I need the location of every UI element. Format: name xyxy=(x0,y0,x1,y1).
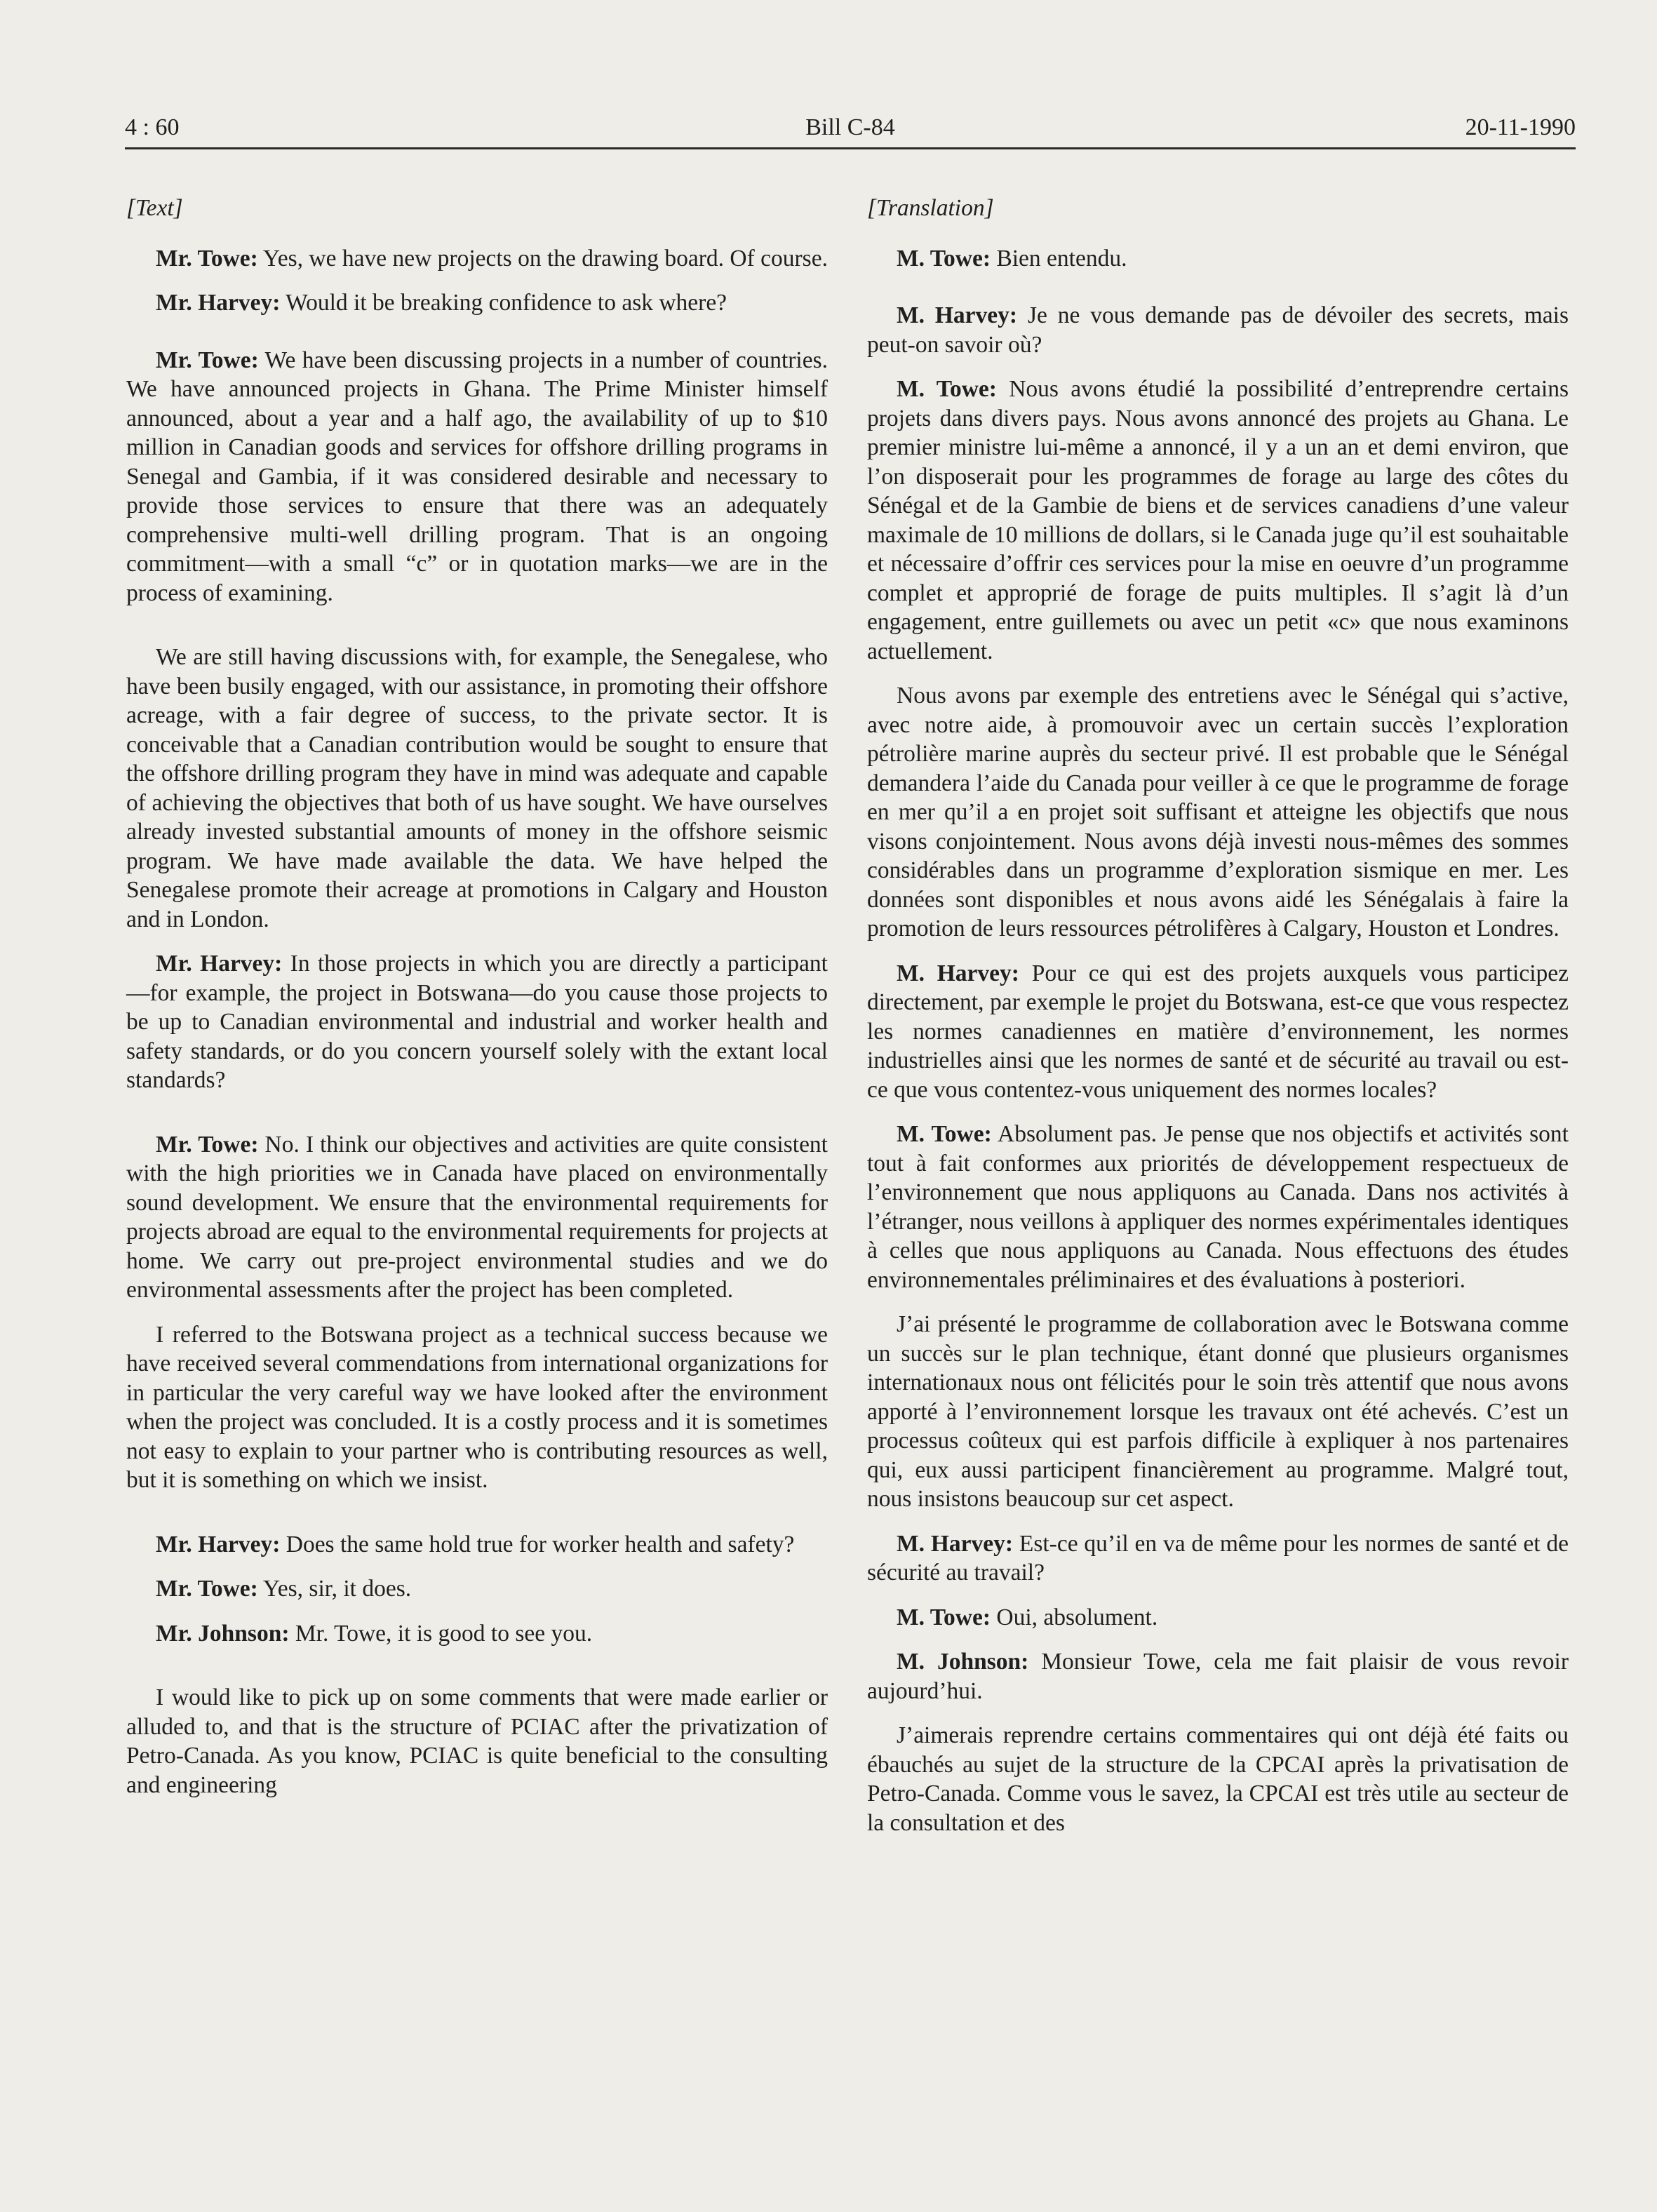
speaker: M. Johnson: xyxy=(897,1649,1029,1675)
paragraph xyxy=(126,1683,828,1799)
paragraph xyxy=(867,375,1569,666)
speaker: Mr. Towe: xyxy=(156,347,259,373)
paragraph xyxy=(126,643,828,934)
speech-text: Monsieur Towe, cela me fait plaisir de vous revoir aujourd’hui. xyxy=(867,1649,1569,1704)
speaker: M. Towe: xyxy=(897,1604,991,1630)
paragraph xyxy=(126,288,828,318)
page-number: 4 : 60 xyxy=(125,114,180,140)
french-column xyxy=(867,194,1569,1853)
speech-text: I would like to pick up on some comments that were made earlier or alluded to, and that is the structure of PCIAC after the privatization of Petro-Canada. As you know, PCIAC is quite beneficial to the consulting and engineering xyxy=(126,1684,828,1798)
speech-text: J’ai présenté le programme de collaboration avec le Botswana comme un succès sur le plan technique, étant donné que plusieurs organismes internationaux nous ont félicités pour le soin très attentif que nous avons apporté à l’environnement lorsque les travaux ont été achevés. C’est un processus coûteux qui est parfois difficile à expliquer à nos partenaires qui, eux aussi participent financièrement au programme. Malgré tout, nous insistons beaucoup sur cet aspect. xyxy=(867,1311,1569,1512)
speech-text: We have been discussing projects in a number of countries. We have announced projects in Ghana. The Prime Minister himself announced, about a year and a half ago, the availability of up to $10 million in Canadian goods and services for offshore drilling programs in Senegal and Gambia, if it was considered desirable and necessary to provide those services to ensure that there was an adequately comprehensive multi-well drilling program. That is an ongoing commitment—with a small “c” or in quotation marks—we are in the process of examining. xyxy=(126,347,828,606)
speech-text: Absolument pas. Je pense que nos objectifs et activités sont tout à fait conformes aux priorités de développement respectueux de l’environnement que nous appliquons au Canada. Dans nos activités à l’étranger, nous veillons à appliquer des normes expérimentales identiques à celles que nous appliquons au Canada. Nous effectuons des études environnementales préliminaires et des évaluations à posteriori. xyxy=(867,1121,1569,1293)
speech-text: I referred to the Botswana project as a technical success because we have received several commendations from international organizations for in particular the very careful way we have looked after the environment when the project was concluded. It is a costly process and it is sometimes not easy to explain to your partner who is contributing resources as well, but it is something on which we insist. xyxy=(126,1321,828,1493)
speaker: Mr. Harvey: xyxy=(156,951,283,977)
speech-text: Je ne vous demande pas de dévoiler des secrets, mais peut-on savoir où? xyxy=(867,302,1569,358)
speech-text: Nous avons étudié la possibilité d’entreprendre certains projets dans divers pays. Nous avons annoncé des projets au Ghana. Le premier ministre lui-même a annoncé, il y a un an et demi environ, que l’on disposerait pour les programmes de forage au large des côtes du Sénégal et de la Gambie de biens et de services canadiens d’une valeur maximale de 10 millions de dollars, si le Canada juge qu’il est souhaitable et nécessaire d’offrir ces services pour la mise en oeuvre d’un programme complet et approprié de forage de puits multiples. Il s’agit là d’un engagement, entre guillemets ou avec un petit «c» que nous examinons actuellement. xyxy=(867,376,1569,664)
paragraph xyxy=(126,1130,828,1305)
paragraph xyxy=(126,949,828,1095)
paragraph xyxy=(126,1530,828,1560)
header-date: 20-11-1990 xyxy=(1465,114,1576,140)
speaker: M. Harvey: xyxy=(897,960,1019,986)
speaker: M. Harvey: xyxy=(897,1530,1014,1557)
speech-text: Bien entendu. xyxy=(991,245,1127,272)
paragraph xyxy=(867,301,1569,359)
header-rule xyxy=(125,147,1576,149)
paragraph xyxy=(867,244,1569,274)
page-header xyxy=(125,112,1576,143)
speaker: Mr. Johnson: xyxy=(156,1620,290,1647)
english-column xyxy=(126,194,828,1815)
paragraph xyxy=(126,1574,828,1604)
speaker: M. Towe: xyxy=(897,376,997,402)
speech-text: Does the same hold true for worker health and safety? xyxy=(280,1531,795,1557)
paragraph xyxy=(126,1320,828,1495)
speaker: Mr. Harvey: xyxy=(156,290,281,316)
speech-text: Nous avons par exemple des entretiens avec le Sénégal qui s’active, avec notre aide, à promouvoir avec un certain succès l’exploration pétrolière marine auprès du secteur privé. Il est probable que le Sénégal demandera l’aide du Canada pour veiller à ce que le programme de forage en mer qu’il a en projet soit suffisant et atteigne les objectifs que nous visons conjointement. Nous avons déjà investi nous-mêmes des sommes considérables dans un programme d’exploration sismique en mer. Les données sont disponibles et nous avons aidé les Sénégalais à faire la promotion de leurs ressources pétrolifères à Calgary, Houston et Londres. xyxy=(867,683,1569,941)
bill-title: Bill C-84 xyxy=(805,114,895,140)
paragraph xyxy=(867,1721,1569,1837)
speech-text: Yes, we have new projects on the drawing board. Of course. xyxy=(257,245,828,272)
paragraph xyxy=(867,1120,1569,1294)
paragraph xyxy=(867,1310,1569,1514)
paragraph xyxy=(867,1529,1569,1588)
speech-text: Yes, sir, it does. xyxy=(257,1576,412,1602)
paragraph xyxy=(867,681,1569,944)
speaker: M. Towe: xyxy=(897,1121,992,1147)
speaker: Mr. Towe: xyxy=(156,1131,259,1158)
speaker: Mr. Harvey: xyxy=(156,1531,281,1557)
speech-text: Pour ce qui est des projets auxquels vous participez directement, par exemple le projet du Botswana, est-ce que vous respectez les normes canadiennes en matière d’environnement, les normes industrielles ainsi que les normes de santé et de sécurité au travail ou est-ce que vous contentez-vous uniquement des normes locales? xyxy=(867,960,1569,1103)
speaker: Mr. Towe: xyxy=(156,245,258,272)
paragraph xyxy=(867,1647,1569,1705)
translation-tag: [Translation] xyxy=(867,195,994,221)
speech-text: Mr. Towe, it is good to see you. xyxy=(289,1620,593,1647)
paragraph xyxy=(126,244,828,274)
text-tag: [Text] xyxy=(126,195,183,221)
paragraph xyxy=(867,959,1569,1105)
paragraph xyxy=(126,1619,828,1649)
paragraph xyxy=(126,346,828,608)
speaker: Mr. Towe: xyxy=(156,1576,258,1602)
speaker: M. Towe: xyxy=(897,245,991,272)
speech-text: Oui, absolument. xyxy=(991,1604,1158,1630)
paragraph xyxy=(867,1603,1569,1633)
speaker: M. Harvey: xyxy=(897,302,1018,328)
speech-text: No. I think our objectives and activities are quite consistent with the high priorities we in Canada have placed on environmentally sound development. We ensure that the environmental requirements for projects abroad are equal to the environmental requirements for projects at home. We carry out pre-project environmental studies and we do environmental assessments after the project has been completed. xyxy=(126,1131,828,1303)
speech-text: Would it be breaking confidence to ask where? xyxy=(280,290,727,316)
speech-text: Est-ce qu’il en va de même pour les normes de santé et de sécurité au travail? xyxy=(867,1530,1569,1586)
speech-text: We are still having discussions with, for example, the Senegalese, who have been busily engaged, with our assistance, in promoting their offshore acreage, with a fair degree of success, to the private sector. It is conceivable that a Canadian contribution would be sought to ensure that the offshore drilling program they have in mind was adequate and capable of achieving the objectives that both of us have sought. We have ourselves already invested substantial amounts of money in the offshore seismic program. We have made available the data. We have helped the Senegalese promote their acreage at promotions in Calgary and Houston and in London. xyxy=(126,644,828,932)
speech-text: J’aimerais reprendre certains commentaires qui ont déjà été faits ou ébauchés au sujet de la structure de la CPCAI après la privatisation de Petro-Canada. Comme vous le savez, la CPCAI est très utile au secteur de la consultation et des xyxy=(867,1722,1569,1836)
speech-text: In those projects in which you are directly a participant—for example, the project in Botswana—do you cause those projects to be up to Canadian environmental and industrial and worker health and safety standards, or do you concern yourself solely with the extant local standards? xyxy=(126,951,828,1093)
